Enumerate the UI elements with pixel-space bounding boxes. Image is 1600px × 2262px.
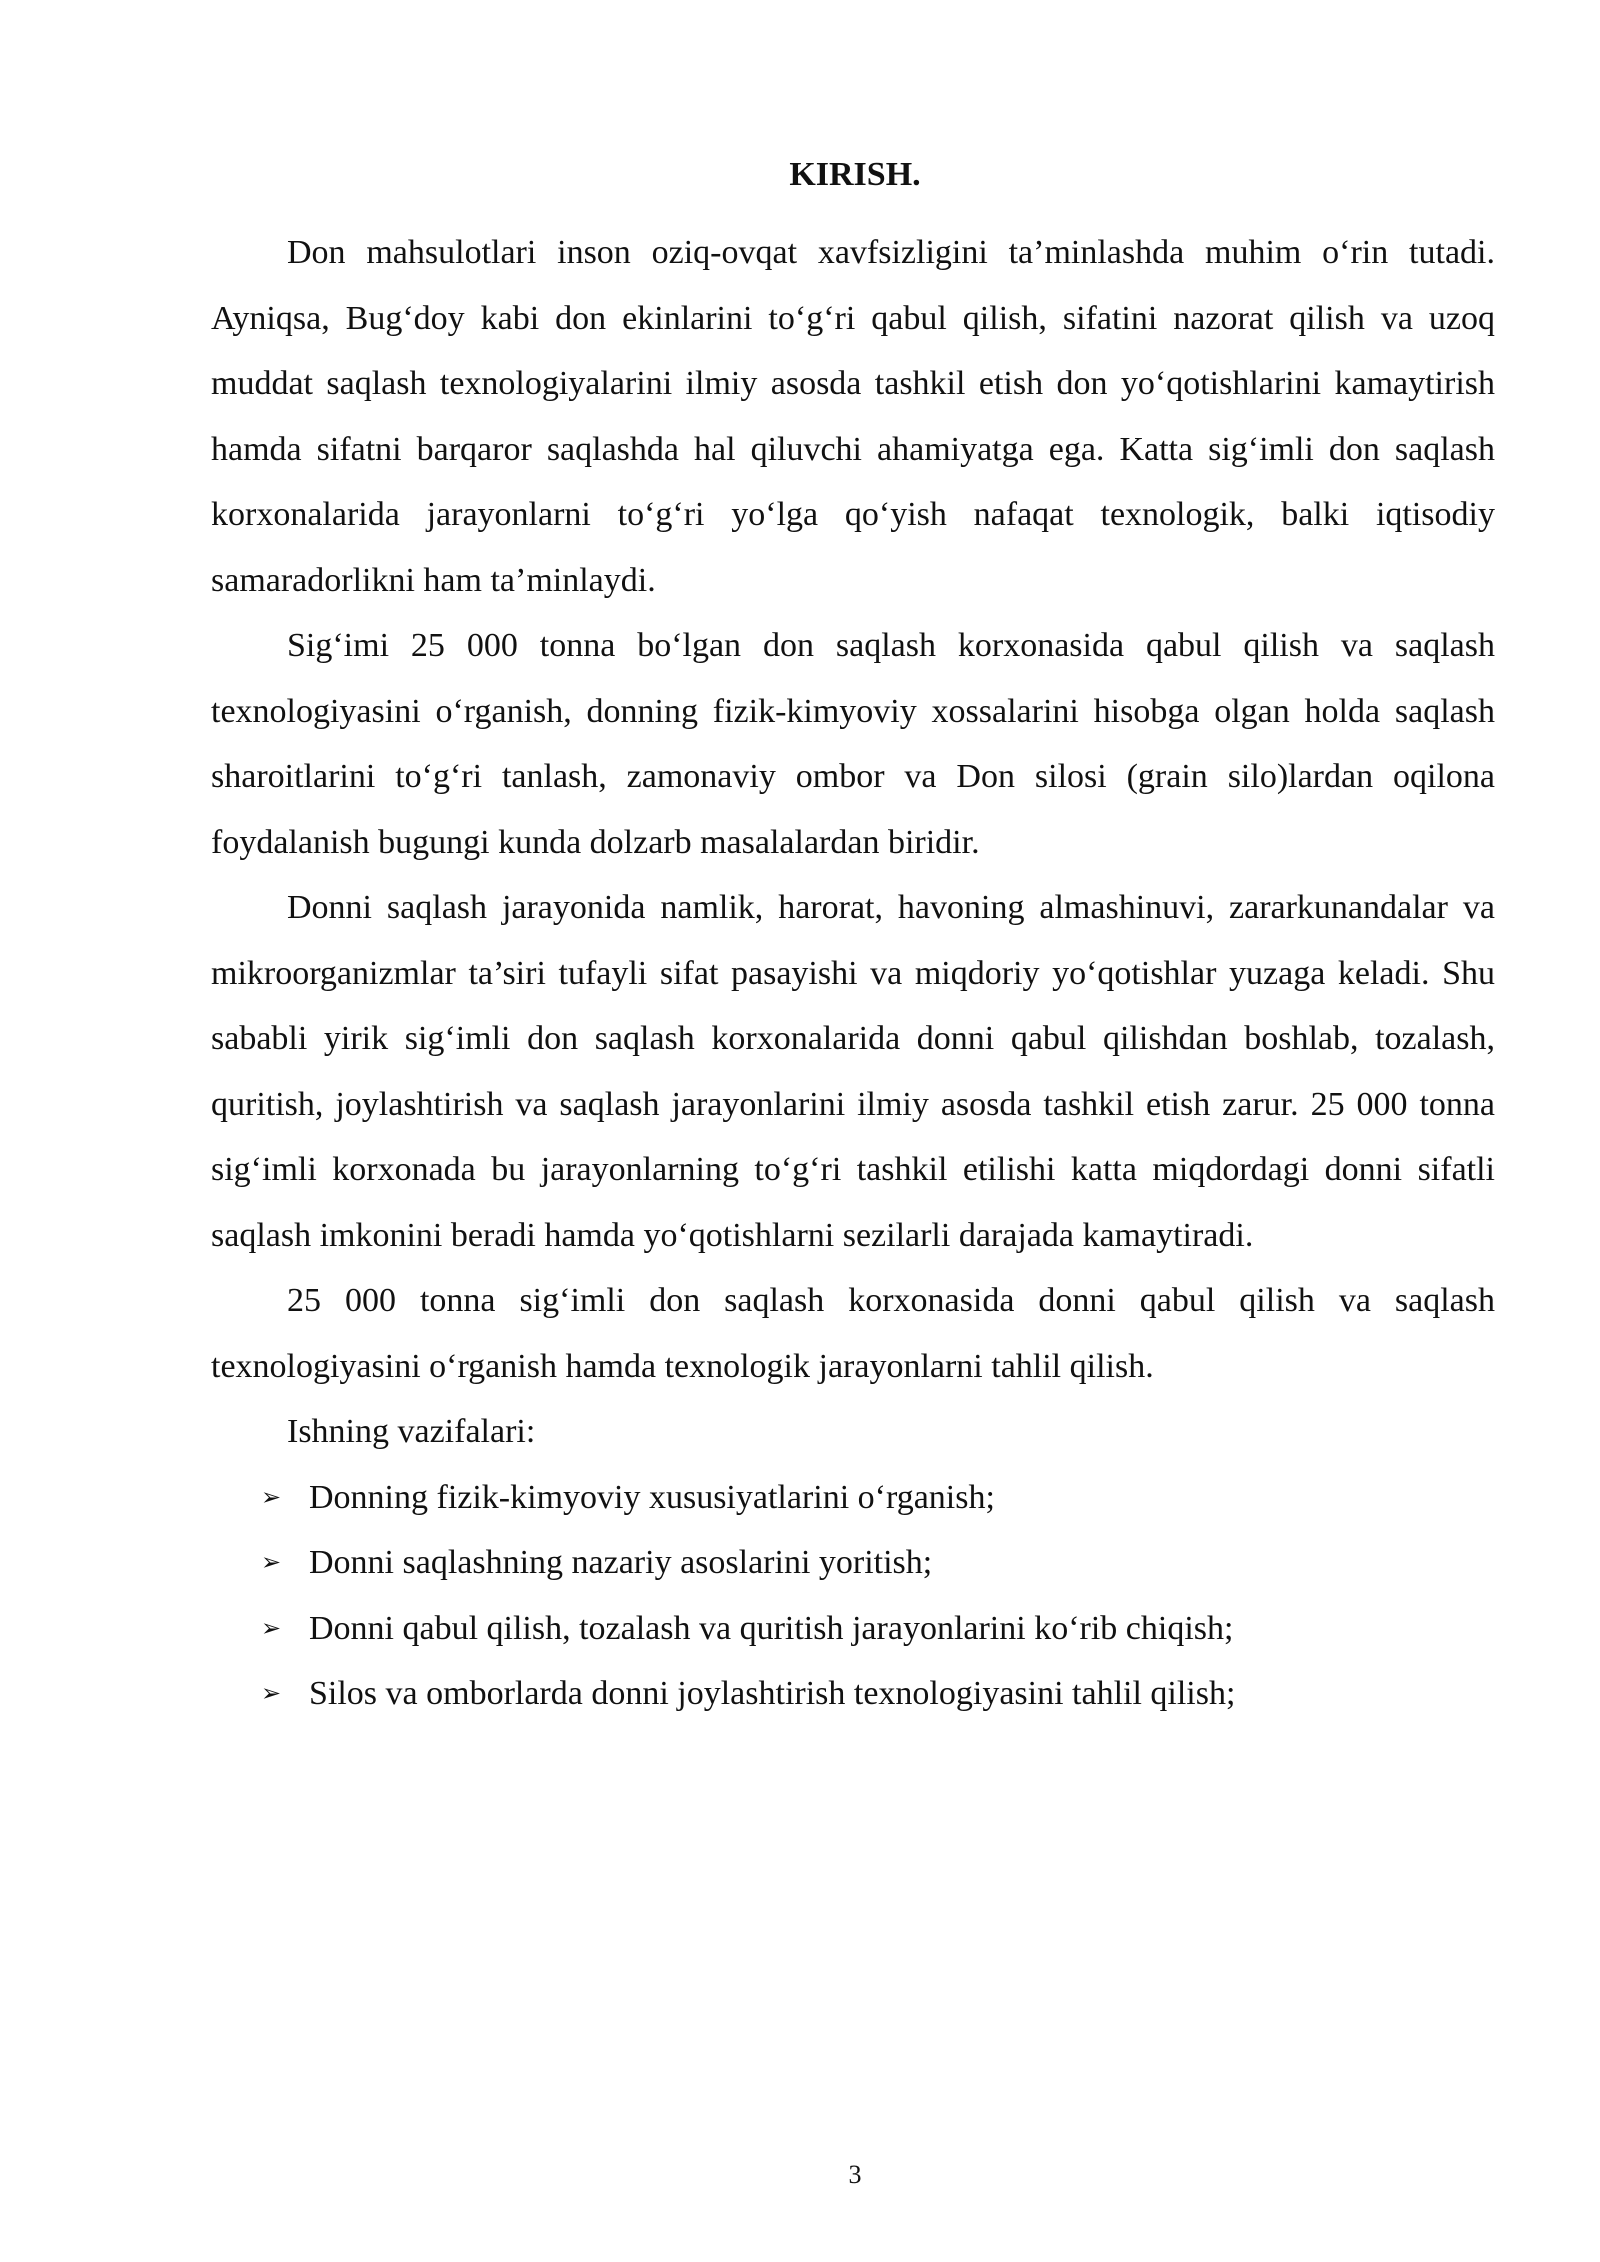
intro-paragraph-1: Don mahsulotlari inson oziq-ovqat xavfsizligini ta’minlashda muhim o‘rin tutadi. Ayniqsa, Bug‘doy kabi don ekinlarini to‘g‘ri qabul qilish, sifatini nazorat qilish va uzoq muddat saqlash texnologiyalarini ilmiy asosda tashkil etish don yo‘qotishlarini kamaytirish hamda sifatni barqaror saqlashda hal qiluvchi ahamiyatga ega. Katta sig‘imli don saqlash korxonalarida jarayonlarni to‘g‘ri yo‘lga qo‘yish nafaqat texnologik, balki iqtisodiy samaradorlikni ham ta’minlaydi. [211, 234, 1495, 599]
arrow-bullet-icon: ➢ [261, 1613, 282, 1642]
page-number: 3 [848, 2160, 862, 2189]
list-item [211, 1530, 1495, 1596]
intro-paragraph-4: 25 000 tonna sig‘imli don saqlash korxonasida donni qabul qilish va saqlash texnologiyasini o‘rganish hamda texnologik jarayonlarni tahlil qilish. [211, 1282, 1495, 1385]
arrow-bullet-icon: ➢ [261, 1482, 282, 1511]
arrow-bullet-icon: ➢ [261, 1548, 282, 1576]
tasks-list [211, 1465, 1495, 1727]
task-text: Donni saqlashning nazariy asoslarini yoritish; [309, 1544, 933, 1581]
task-text: Donning fizik-kimyoviy xususiyatlarini o‘rganish; [309, 1478, 995, 1516]
task-text: Donni qabul qilish, tozalash va quritish jarayonlarini ko‘rib chiqish; [309, 1609, 1234, 1647]
intro-paragraph-3: Donni saqlash jarayonida namlik, harorat, havoning almashinuvi, zararkunandalar va mikroorganizmlar ta’siri tufayli sifat pasayishi va miqdoriy yo‘qotishlar yuzaga keladi. Shu sababli yirik sig‘imli don saqlash korxonalarida donni qabul qilishdan boshlab, tozalash, quritish, joylashtirish va saqlash jarayonlarini ilmiy asosda tashkil etish zarur. 25 000 tonna sig‘imli korxonada bu jarayonlarning to‘g‘ri tashkil etilishi katta miqdordagi donni sifatli saqlash imkonini beradi hamda yo‘qotishlarni sezilarli darajada kamaytiradi. [211, 889, 1495, 1254]
arrow-bullet-icon: ➢ [261, 1679, 282, 1707]
document-body [211, 220, 1495, 1727]
tasks-heading: Ishning vazifalari: [287, 1413, 536, 1450]
page-title: KIRISH. [789, 156, 921, 193]
list-item [211, 1596, 1495, 1662]
task-text: Silos va omborlarda donni joylashtirish texnologiyasini tahlil qilish; [309, 1675, 1236, 1712]
intro-paragraph-2: Sig‘imi 25 000 tonna bo‘lgan don saqlash korxonasida qabul qilish va saqlash texnologiyasini o‘rganish, donning fizik-kimyoviy xossalarini hisobga olgan holda saqlash sharoitlarini to‘g‘ri tanlash, zamonaviy ombor va Don silosi (grain silo)lardan oqilona foydalanish bugungi kunda dolzarb masalalardan biridir. [211, 627, 1495, 861]
list-item [211, 1661, 1495, 1727]
list-item [211, 1465, 1495, 1531]
